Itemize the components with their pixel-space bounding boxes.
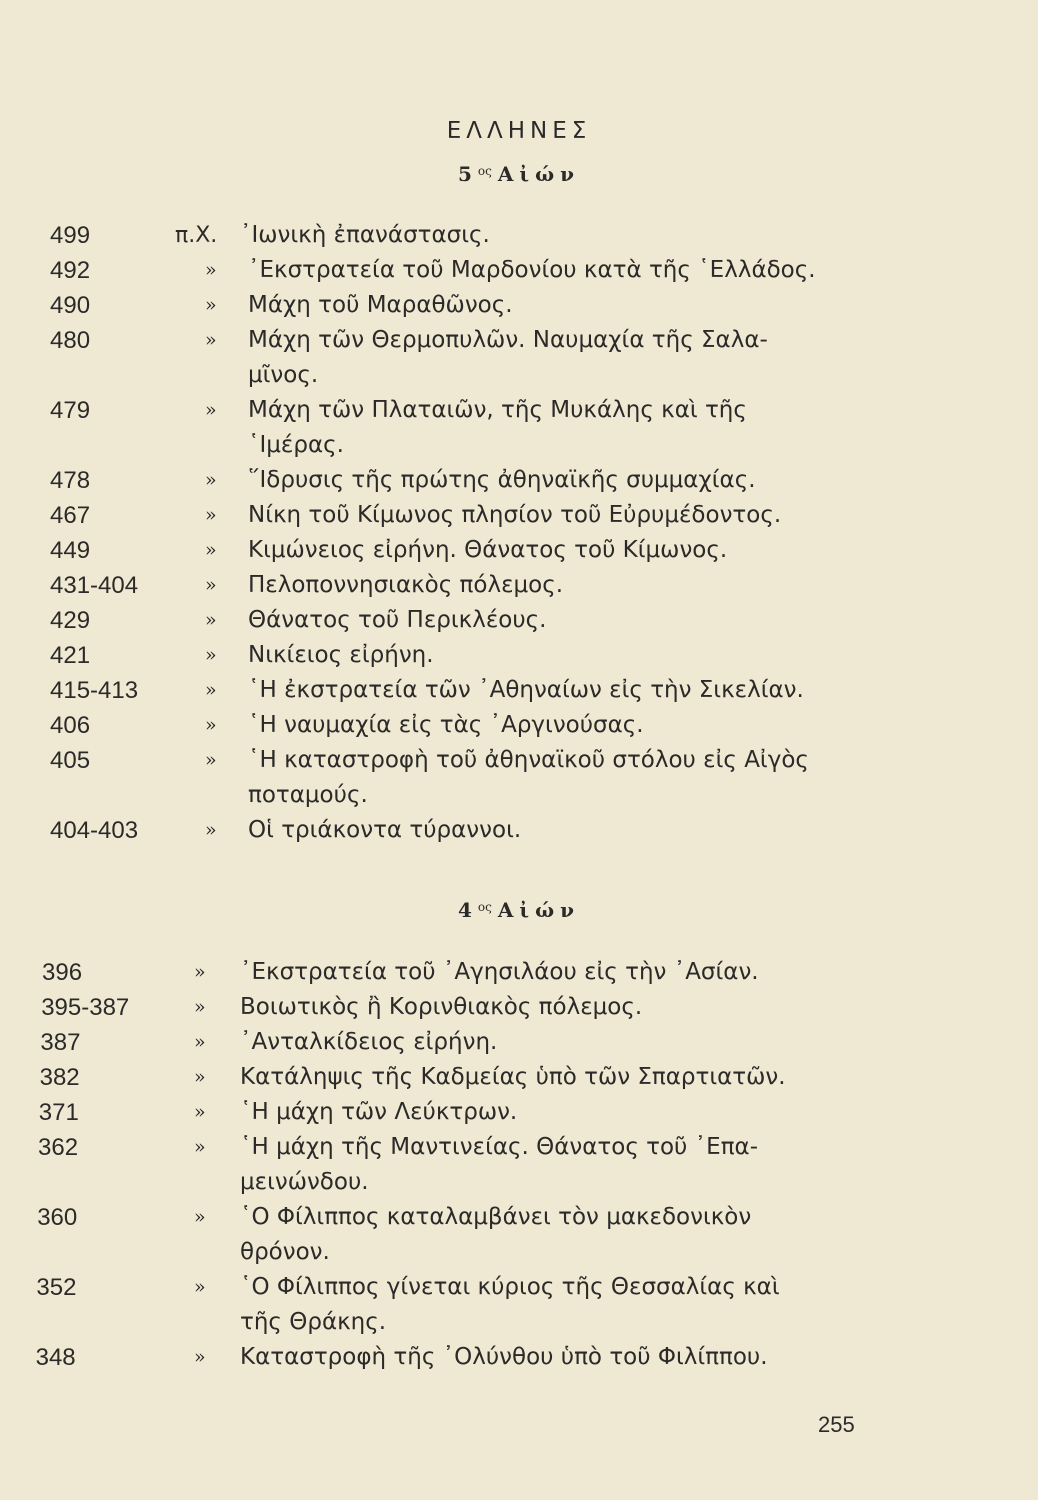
description-line: Νικίειος εἰρήνη. (248, 642, 434, 668)
entry-year: 405 (50, 747, 91, 774)
description-line: ᾿Ιωνικὴ ἐπανάστασις. (240, 222, 490, 248)
description-line: ᾿Εκστρατεία τοῦ Μαρδονίου κατὰ τῆς ῾Ελλάδος. (248, 257, 816, 283)
ditto-mark: » (205, 329, 217, 351)
ditto-mark: » (205, 504, 217, 526)
entry-description (248, 638, 434, 673)
entry-year: 415-413 (50, 677, 139, 704)
ditto-mark: » (205, 259, 217, 281)
description-line: ῾Ο Φίλιππος γίνεται κύριος τῆς Θεσσαλίας καὶ (240, 1274, 780, 1300)
description-line: Μάχη τῶν Πλαταιῶν, τῆς Μυκάλης καὶ τῆς (248, 397, 747, 423)
entry-description (240, 1200, 751, 1270)
entry-description (248, 743, 809, 813)
entry-year: 396 (42, 959, 83, 986)
description-line: μῖνος. (248, 362, 319, 388)
century-heading (0, 898, 1038, 922)
entry-year: 492 (50, 257, 91, 284)
entry-description (248, 323, 768, 393)
ditto-mark: » (194, 1346, 206, 1368)
description-line: ποταμούς. (248, 782, 368, 808)
entry-year: 421 (50, 642, 91, 669)
ditto-mark: » (194, 961, 206, 983)
entry-year: 371 (38, 1099, 79, 1126)
ditto-mark: » (194, 1276, 206, 1298)
entry-description (240, 1095, 517, 1130)
description-line: ῾Η μάχη τῆς Μαντινείας. Θάνατος τοῦ ᾿Επα- (240, 1134, 759, 1160)
description-line: Νίκη τοῦ Κίμωνος πλησίον τοῦ Εὐρυμέδοντος. (248, 502, 782, 528)
entry-year: 382 (39, 1064, 80, 1091)
entry-description (240, 1025, 497, 1060)
ditto-mark: » (205, 294, 217, 316)
description-line: ῾Η καταστροφὴ τοῦ ἀθηναϊκοῦ στόλου εἰς Αἰγὸς (248, 747, 809, 773)
description-line: ῾Ιμέρας. (248, 432, 344, 458)
page-number: 255 (818, 1412, 855, 1437)
ditto-mark: » (194, 1206, 206, 1228)
entry-year: 499 (50, 222, 91, 249)
entry-year: 348 (35, 1344, 76, 1371)
description-line: ῾Η μάχη τῶν Λεύκτρων. (240, 1099, 518, 1125)
entry-description (248, 463, 756, 498)
entry-year: 360 (37, 1204, 78, 1231)
ditto-mark: » (205, 539, 217, 561)
entry-year: 362 (38, 1134, 79, 1161)
page-title: ΕΛΛΗΝΕΣ (446, 118, 592, 144)
century-word: Αἰών (497, 162, 580, 186)
entry-description (248, 288, 513, 323)
ditto-mark: » (194, 996, 206, 1018)
description-line: ῾Η ἐκστρατεία τῶν ᾿Αθηναίων εἰς τὴν Σικελίαν. (248, 677, 804, 703)
entry-year: 395-387 (41, 994, 130, 1021)
entry-year: 467 (50, 502, 91, 529)
entry-year: 449 (50, 537, 91, 564)
entry-description (248, 603, 546, 638)
ditto-mark: π.Χ. (175, 223, 218, 248)
description-line: μεινώνδου. (240, 1169, 369, 1195)
description-line: τῆς Θράκης. (240, 1309, 387, 1335)
description-line: Καταστροφὴ τῆς ᾿Ολύνθου ὑπὸ τοῦ Φιλίππου. (240, 1344, 768, 1370)
entry-description (248, 708, 644, 743)
ditto-mark: » (194, 1136, 206, 1158)
ditto-mark: » (205, 574, 217, 596)
description-line: ῞Ιδρυσις τῆς πρώτης ἀθηναϊκῆς συμμαχίας. (248, 467, 756, 493)
description-line: Οἱ τριάκοντα τύραννοι. (248, 817, 522, 843)
ditto-mark: » (205, 399, 217, 421)
entry-year: 387 (40, 1029, 81, 1056)
ditto-mark: » (205, 819, 217, 841)
ditto-mark: » (205, 714, 217, 736)
century-suffix: ος (477, 900, 492, 914)
entry-description (248, 813, 521, 848)
ditto-mark: » (205, 749, 217, 771)
description-line: Κιμώνειος εἰρήνη. Θάνατος τοῦ Κίμωνος. (248, 537, 728, 563)
description-line: Βοιωτικὸς ἢ Κορινθιακὸς πόλεμος. (240, 994, 643, 1020)
description-line: Μάχη τῶν Θερμοπυλῶν. Ναυμαχία τῆς Σαλα- (248, 327, 768, 353)
century-number: 5 (458, 162, 478, 186)
entry-description (248, 253, 816, 288)
entry-description (240, 218, 490, 253)
entry-description (248, 393, 747, 463)
entry-description (240, 1060, 786, 1095)
entry-description (240, 1130, 758, 1200)
ditto-mark: » (205, 609, 217, 631)
description-line: ᾿Εκστρατεία τοῦ ᾿Αγησιλάου εἰς τὴν ᾿Ασίαν. (240, 959, 759, 985)
entry-year: 431-404 (50, 572, 139, 599)
entry-year: 406 (50, 712, 91, 739)
entry-year: 478 (50, 467, 91, 494)
entry-year: 429 (50, 607, 91, 634)
description-line: θρόνον. (240, 1239, 330, 1265)
ditto-mark: » (194, 1031, 206, 1053)
century-heading (0, 162, 1038, 186)
description-line: ῾Ο Φίλιππος καταλαμβάνει τὸν μακεδονικὸν (240, 1204, 752, 1230)
entry-description (248, 568, 563, 603)
entry-year: 352 (36, 1274, 77, 1301)
century-number: 4 (458, 898, 478, 922)
ditto-mark: » (205, 679, 217, 701)
entry-description (240, 1340, 768, 1375)
ditto-mark: » (194, 1066, 206, 1088)
ditto-mark: » (205, 469, 217, 491)
entry-year: 490 (50, 292, 91, 319)
entry-description (240, 1270, 780, 1340)
ditto-mark: » (205, 644, 217, 666)
description-line: Μάχη τοῦ Μαραθῶνος. (248, 292, 513, 318)
description-line: ῾Η ναυμαχία εἰς τὰς ᾿Αργινούσας. (248, 712, 644, 738)
entry-description (240, 990, 642, 1025)
description-line: Θάνατος τοῦ Περικλέους. (248, 607, 547, 633)
entry-year: 480 (50, 327, 91, 354)
entry-description (248, 498, 781, 533)
century-word: Αἰών (497, 898, 580, 922)
entry-year: 479 (50, 397, 91, 424)
entry-year: 404-403 (50, 817, 139, 844)
description-line: Πελοποννησιακὸς πόλεμος. (248, 572, 564, 598)
entry-description (248, 533, 727, 568)
century-suffix: ος (477, 164, 492, 178)
entry-description (248, 673, 804, 708)
description-line: Κατάληψις τῆς Καδμείας ὑπὸ τῶν Σπαρτιατῶν. (240, 1064, 786, 1090)
entry-description (240, 955, 759, 990)
ditto-mark: » (194, 1101, 206, 1123)
description-line: ᾿Ανταλκίδειος εἰρήνη. (240, 1029, 498, 1055)
